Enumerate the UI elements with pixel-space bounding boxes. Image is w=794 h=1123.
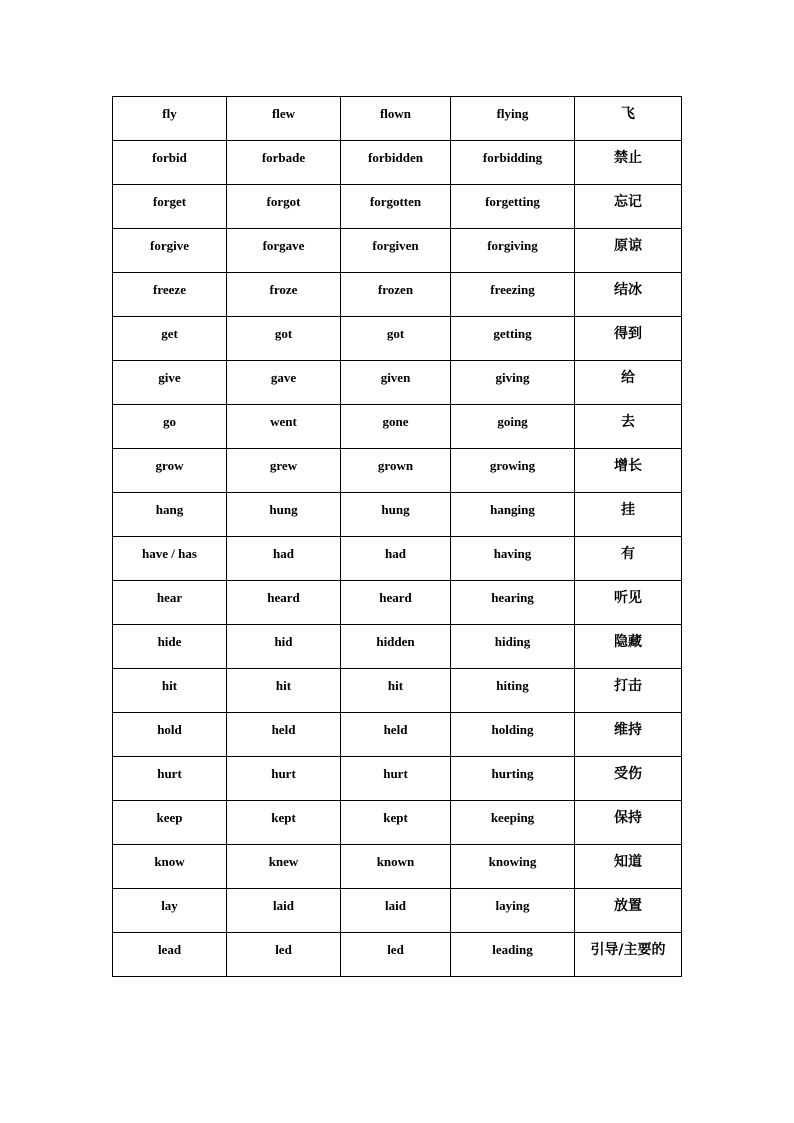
chinese-meaning-text: 飞 xyxy=(621,106,635,122)
cell-base-form xyxy=(113,405,227,449)
cell-past-tense xyxy=(227,581,341,625)
cell-present-participle xyxy=(451,889,575,933)
past-tense-text: hit xyxy=(275,678,292,693)
cell-chinese-meaning xyxy=(575,97,682,141)
cell-present-participle xyxy=(451,141,575,185)
base-form-text: grow xyxy=(155,458,184,473)
cell-base-form xyxy=(113,537,227,581)
past-participle-text: led xyxy=(387,942,404,957)
cell-base-form xyxy=(113,493,227,537)
cell-chinese-meaning xyxy=(575,801,682,845)
present-participle-text: keeping xyxy=(490,810,535,825)
table-row xyxy=(113,757,682,801)
cell-chinese-meaning xyxy=(575,493,682,537)
chinese-meaning-text: 给 xyxy=(621,370,635,386)
cell-past-tense xyxy=(227,141,341,185)
past-tense-text: forgave xyxy=(262,238,305,253)
cell-past-tense xyxy=(227,361,341,405)
base-form-text: hear xyxy=(156,590,183,605)
present-participle-text: freezing xyxy=(490,282,535,297)
cell-past-tense xyxy=(227,273,341,317)
base-form-text: get xyxy=(161,326,178,341)
cell-chinese-meaning xyxy=(575,537,682,581)
base-form-text: hide xyxy=(157,634,182,649)
base-form-text: hang xyxy=(155,502,184,517)
cell-base-form xyxy=(113,581,227,625)
cell-present-participle xyxy=(451,405,575,449)
cell-base-form xyxy=(113,801,227,845)
cell-present-participle xyxy=(451,669,575,713)
cell-past-tense xyxy=(227,625,341,669)
base-form-text: give xyxy=(158,370,181,385)
past-tense-text: knew xyxy=(268,854,299,869)
chinese-meaning-text: 增长 xyxy=(614,458,642,474)
present-participle-text: having xyxy=(493,546,532,561)
cell-present-participle xyxy=(451,713,575,757)
cell-past-participle xyxy=(341,757,451,801)
chinese-meaning-text: 保持 xyxy=(614,810,642,826)
base-form-text: forbid xyxy=(152,150,187,165)
base-form-text: hold xyxy=(157,722,182,737)
cell-past-tense xyxy=(227,713,341,757)
cell-past-participle xyxy=(341,669,451,713)
past-tense-text: went xyxy=(270,414,297,429)
cell-past-tense xyxy=(227,669,341,713)
cell-past-participle xyxy=(341,405,451,449)
cell-past-tense xyxy=(227,449,341,493)
past-participle-text: heard xyxy=(379,590,412,605)
past-participle-text: flown xyxy=(379,106,412,121)
past-participle-text: forgiven xyxy=(372,238,419,253)
chinese-meaning-text: 结冰 xyxy=(614,282,642,298)
chinese-meaning-text: 有 xyxy=(621,546,635,562)
cell-chinese-meaning xyxy=(575,713,682,757)
cell-past-participle xyxy=(341,933,451,977)
past-tense-text: laid xyxy=(273,898,294,913)
cell-past-tense xyxy=(227,933,341,977)
cell-past-participle xyxy=(341,801,451,845)
cell-base-form xyxy=(113,361,227,405)
base-form-text: fly xyxy=(162,106,177,121)
cell-past-tense xyxy=(227,493,341,537)
base-form-text: lead xyxy=(157,942,182,957)
cell-past-tense xyxy=(227,229,341,273)
base-form-text: keep xyxy=(156,810,183,825)
chinese-meaning-text: 听见 xyxy=(614,590,642,606)
cell-past-participle xyxy=(341,361,451,405)
cell-present-participle xyxy=(451,361,575,405)
chinese-meaning-text: 引导/主要的 xyxy=(590,942,666,958)
chinese-meaning-text: 原谅 xyxy=(614,238,642,254)
cell-base-form xyxy=(113,757,227,801)
cell-base-form xyxy=(113,449,227,493)
cell-past-tense xyxy=(227,889,341,933)
present-participle-text: forgiving xyxy=(487,238,538,253)
cell-past-participle xyxy=(341,449,451,493)
cell-chinese-meaning xyxy=(575,933,682,977)
present-participle-text: hiting xyxy=(496,678,529,693)
cell-past-participle xyxy=(341,97,451,141)
past-tense-text: hid xyxy=(274,634,293,649)
present-participle-text: hurting xyxy=(491,766,534,781)
past-participle-text: known xyxy=(376,854,415,869)
base-form-text: know xyxy=(154,854,185,869)
table-row xyxy=(113,801,682,845)
present-participle-text: laying xyxy=(495,898,530,913)
present-participle-text: growing xyxy=(489,458,536,473)
cell-base-form xyxy=(113,713,227,757)
cell-past-tense xyxy=(227,537,341,581)
cell-base-form xyxy=(113,229,227,273)
past-tense-text: got xyxy=(274,326,293,341)
irregular-verb-table xyxy=(112,96,682,977)
past-participle-text: got xyxy=(386,326,405,341)
table-row xyxy=(113,625,682,669)
cell-present-participle xyxy=(451,185,575,229)
cell-base-form xyxy=(113,273,227,317)
cell-chinese-meaning xyxy=(575,669,682,713)
cell-past-participle xyxy=(341,493,451,537)
cell-chinese-meaning xyxy=(575,757,682,801)
table-row xyxy=(113,141,682,185)
cell-chinese-meaning xyxy=(575,273,682,317)
chinese-meaning-text: 知道 xyxy=(614,854,642,870)
past-participle-text: held xyxy=(383,722,408,737)
cell-present-participle xyxy=(451,493,575,537)
past-participle-text: hung xyxy=(381,502,410,517)
cell-present-participle xyxy=(451,933,575,977)
cell-present-participle xyxy=(451,845,575,889)
past-participle-text: grown xyxy=(377,458,414,473)
chinese-meaning-text: 得到 xyxy=(614,326,642,342)
cell-past-participle xyxy=(341,581,451,625)
cell-past-participle xyxy=(341,713,451,757)
table-row xyxy=(113,713,682,757)
cell-chinese-meaning xyxy=(575,889,682,933)
table-row xyxy=(113,845,682,889)
past-participle-text: had xyxy=(385,546,406,561)
cell-present-participle xyxy=(451,801,575,845)
cell-present-participle xyxy=(451,97,575,141)
chinese-meaning-text: 受伤 xyxy=(614,766,642,782)
past-participle-text: forgotten xyxy=(369,194,422,209)
chinese-meaning-text: 禁止 xyxy=(614,150,642,166)
present-participle-text: leading xyxy=(492,942,533,957)
cell-chinese-meaning xyxy=(575,185,682,229)
table-row xyxy=(113,361,682,405)
present-participle-text: giving xyxy=(495,370,530,385)
past-tense-text: forgot xyxy=(266,194,301,209)
base-form-text: lay xyxy=(161,898,178,913)
cell-chinese-meaning xyxy=(575,361,682,405)
chinese-meaning-text: 维持 xyxy=(614,722,642,738)
table-row xyxy=(113,493,682,537)
past-participle-text: hit xyxy=(387,678,404,693)
cell-base-form xyxy=(113,141,227,185)
cell-present-participle xyxy=(451,317,575,361)
past-participle-text: hidden xyxy=(376,634,415,649)
cell-past-tense xyxy=(227,757,341,801)
chinese-meaning-text: 隐藏 xyxy=(614,634,642,650)
cell-chinese-meaning xyxy=(575,317,682,361)
present-participle-text: forgetting xyxy=(485,194,540,209)
past-participle-text: gone xyxy=(382,414,409,429)
cell-present-participle xyxy=(451,229,575,273)
present-participle-text: hanging xyxy=(490,502,535,517)
past-tense-text: kept xyxy=(271,810,296,825)
table-row xyxy=(113,97,682,141)
cell-base-form xyxy=(113,625,227,669)
cell-past-participle xyxy=(341,229,451,273)
verb-table-body xyxy=(113,97,682,977)
base-form-text: have / has xyxy=(142,546,197,561)
cell-base-form xyxy=(113,97,227,141)
cell-past-tense xyxy=(227,845,341,889)
past-tense-text: led xyxy=(275,942,292,957)
cell-past-tense xyxy=(227,801,341,845)
past-tense-text: grew xyxy=(269,458,298,473)
past-tense-text: heard xyxy=(267,590,300,605)
cell-chinese-meaning xyxy=(575,581,682,625)
chinese-meaning-text: 忘记 xyxy=(614,194,642,210)
base-form-text: hit xyxy=(161,678,178,693)
cell-past-participle xyxy=(341,141,451,185)
cell-past-participle xyxy=(341,537,451,581)
past-participle-text: given xyxy=(380,370,411,385)
present-participle-text: holding xyxy=(491,722,534,737)
cell-chinese-meaning xyxy=(575,845,682,889)
cell-present-participle xyxy=(451,273,575,317)
cell-base-form xyxy=(113,669,227,713)
base-form-text: forgive xyxy=(150,238,189,253)
past-tense-text: froze xyxy=(269,282,298,297)
table-row xyxy=(113,449,682,493)
past-participle-text: kept xyxy=(383,810,408,825)
cell-past-participle xyxy=(341,317,451,361)
table-row xyxy=(113,229,682,273)
table-row xyxy=(113,405,682,449)
cell-present-participle xyxy=(451,449,575,493)
table-row xyxy=(113,185,682,229)
chinese-meaning-text: 去 xyxy=(621,414,635,430)
past-participle-text: laid xyxy=(385,898,406,913)
cell-chinese-meaning xyxy=(575,405,682,449)
table-row xyxy=(113,581,682,625)
base-form-text: hurt xyxy=(157,766,182,781)
chinese-meaning-text: 挂 xyxy=(621,502,635,518)
cell-base-form xyxy=(113,933,227,977)
cell-chinese-meaning xyxy=(575,141,682,185)
table-row xyxy=(113,273,682,317)
cell-chinese-meaning xyxy=(575,625,682,669)
past-tense-text: gave xyxy=(270,370,297,385)
cell-base-form xyxy=(113,317,227,361)
cell-past-tense xyxy=(227,405,341,449)
cell-present-participle xyxy=(451,625,575,669)
cell-base-form xyxy=(113,185,227,229)
cell-past-participle xyxy=(341,889,451,933)
cell-past-tense xyxy=(227,97,341,141)
past-participle-text: hurt xyxy=(383,766,408,781)
cell-present-participle xyxy=(451,757,575,801)
past-tense-text: held xyxy=(271,722,296,737)
cell-past-tense xyxy=(227,185,341,229)
table-row xyxy=(113,933,682,977)
present-participle-text: forbidding xyxy=(482,150,543,165)
cell-base-form xyxy=(113,889,227,933)
past-tense-text: flew xyxy=(271,106,296,121)
base-form-text: freeze xyxy=(153,282,186,297)
cell-present-participle xyxy=(451,581,575,625)
table-row xyxy=(113,317,682,361)
cell-present-participle xyxy=(451,537,575,581)
cell-past-participle xyxy=(341,273,451,317)
chinese-meaning-text: 打击 xyxy=(614,678,642,694)
present-participle-text: hiding xyxy=(494,634,531,649)
table-row xyxy=(113,889,682,933)
table-row xyxy=(113,537,682,581)
present-participle-text: going xyxy=(497,414,528,429)
cell-chinese-meaning xyxy=(575,229,682,273)
table-row xyxy=(113,669,682,713)
present-participle-text: hearing xyxy=(491,590,534,605)
cell-past-participle xyxy=(341,185,451,229)
cell-past-participle xyxy=(341,845,451,889)
past-tense-text: forbade xyxy=(261,150,306,165)
present-participle-text: flying xyxy=(496,106,529,121)
past-tense-text: hurt xyxy=(271,766,296,781)
past-participle-text: forbidden xyxy=(368,150,423,165)
cell-past-tense xyxy=(227,317,341,361)
present-participle-text: getting xyxy=(493,326,532,341)
cell-base-form xyxy=(113,845,227,889)
base-form-text: go xyxy=(163,414,176,429)
base-form-text: forget xyxy=(152,194,187,209)
past-participle-text: frozen xyxy=(377,282,414,297)
cell-past-participle xyxy=(341,625,451,669)
present-participle-text: knowing xyxy=(488,854,537,869)
past-tense-text: had xyxy=(273,546,294,561)
past-tense-text: hung xyxy=(269,502,298,517)
cell-chinese-meaning xyxy=(575,449,682,493)
chinese-meaning-text: 放置 xyxy=(614,898,642,914)
